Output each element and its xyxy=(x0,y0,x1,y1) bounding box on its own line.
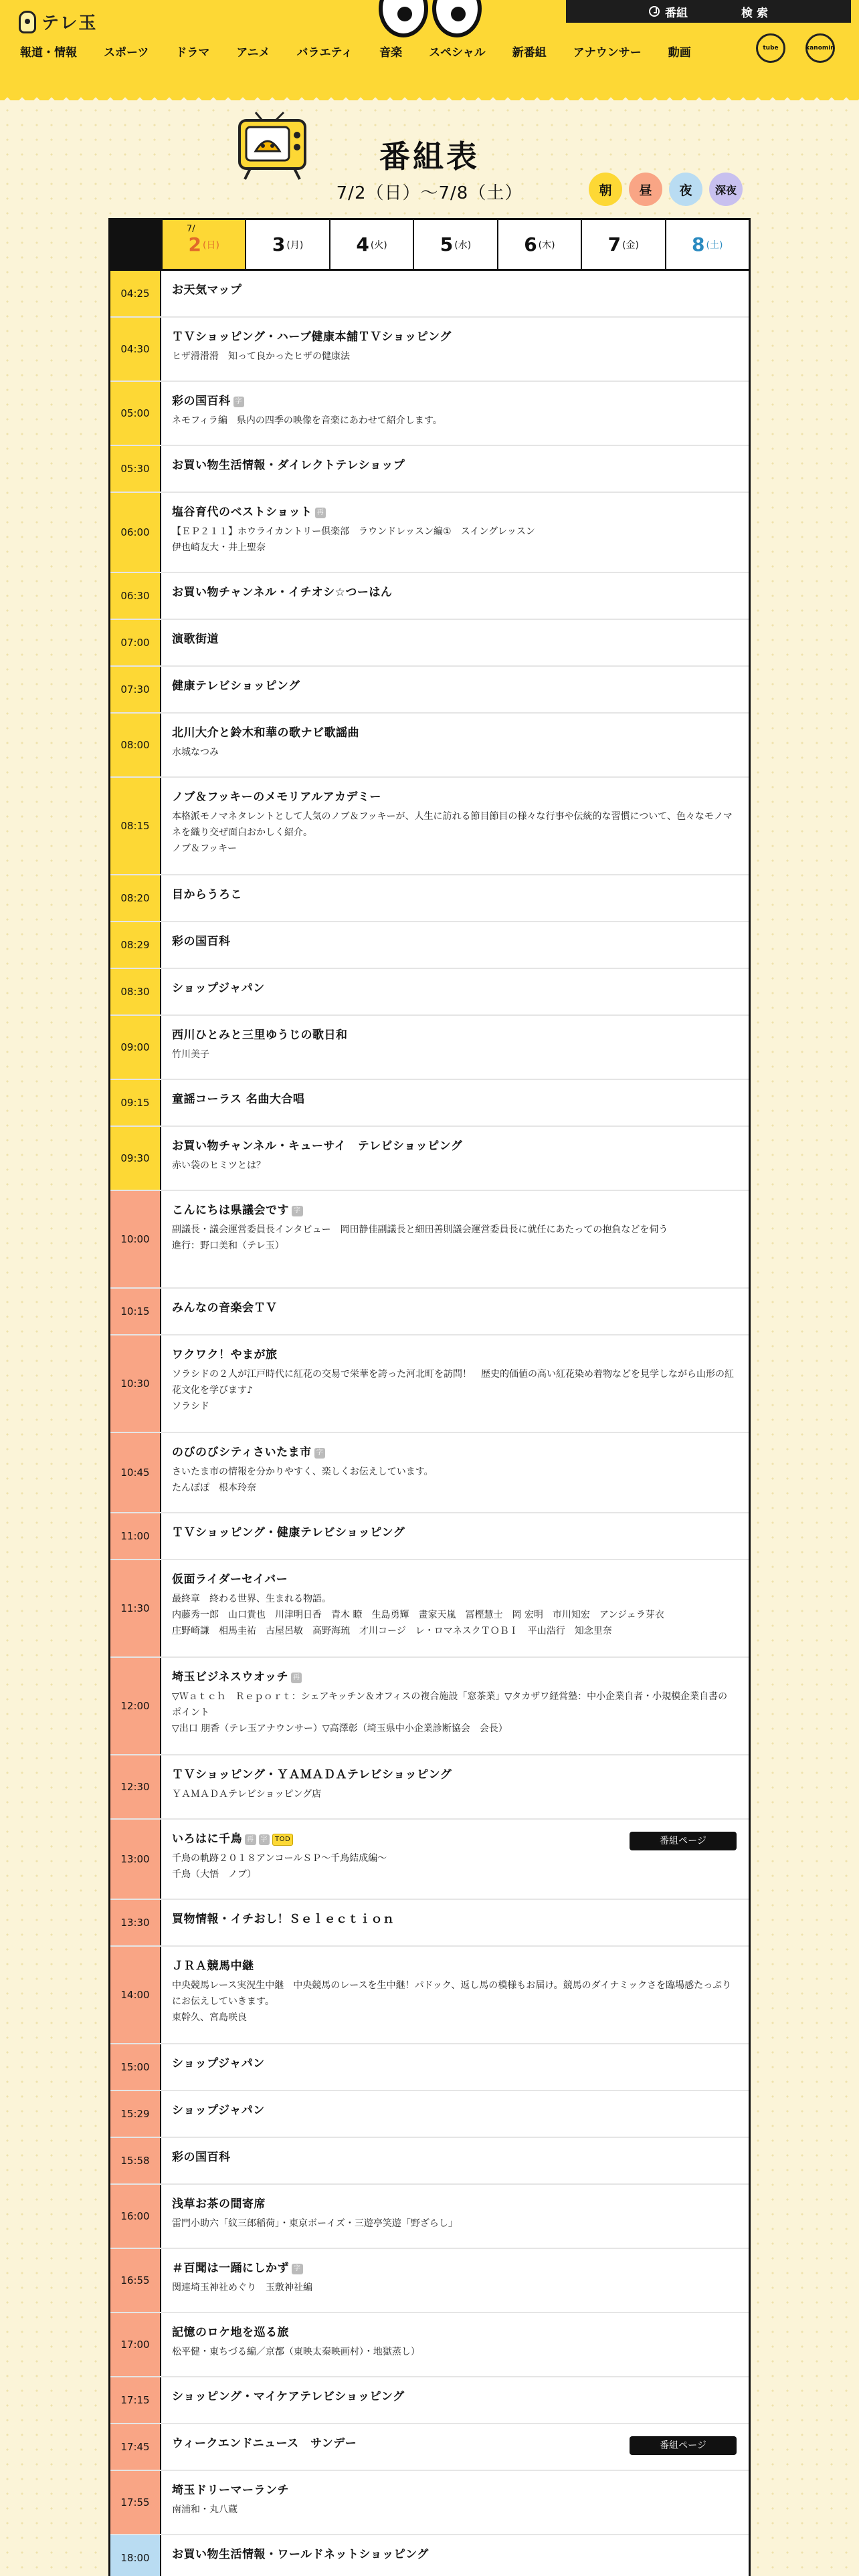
program-title[interactable] xyxy=(172,584,737,601)
program-page-button[interactable]: 番組ページ xyxy=(630,2436,737,2455)
program-row xyxy=(110,714,749,778)
tab-day: 2 xyxy=(188,233,201,255)
program-row xyxy=(110,1820,749,1900)
program-title-text: お買い物チャンネル・イチオシ☆つーはん xyxy=(172,586,393,599)
program-row xyxy=(110,1755,749,1820)
mascot-eyes-decoration xyxy=(379,0,482,37)
program-row xyxy=(110,1433,749,1513)
program-title[interactable] xyxy=(172,393,737,410)
program-cell[interactable] xyxy=(161,1433,749,1512)
program-title-text: ショップジャパン xyxy=(172,2057,265,2070)
program-row xyxy=(110,573,749,620)
program-time: 04:30 xyxy=(110,318,161,381)
program-title[interactable] xyxy=(172,1202,737,1219)
tab-weekday: (木) xyxy=(538,239,555,251)
program-title-text: 童謡コーラス 名曲大合唱 xyxy=(172,1093,305,1106)
program-row xyxy=(110,2471,749,2535)
kanomin-icon[interactable]: kanomin xyxy=(805,33,835,63)
program-description: 千鳥の軌跡２０１８アンコールＳＰ〜千鳥結成編〜 千鳥（大悟 ノブ） xyxy=(172,1853,387,1880)
program-badge: 字 xyxy=(259,1834,270,1845)
program-row xyxy=(110,2091,749,2138)
logo-mascot-icon xyxy=(19,11,36,33)
day-tab[interactable] xyxy=(497,220,581,269)
day-tabs xyxy=(110,220,749,271)
program-time: 05:00 xyxy=(110,382,161,445)
program-description: 雷門小助六「紋三郎稲荷」・東京ボーイズ・三遊亭笑遊「野ざらし」 xyxy=(172,2218,458,2229)
program-cell[interactable] xyxy=(161,318,749,381)
program-cell[interactable] xyxy=(161,2535,749,2576)
nav-item[interactable]: 新番組 xyxy=(512,46,547,60)
program-title-text: 西川ひとみと三里ゆうじの歌日和 xyxy=(172,1029,348,1042)
program-time: 08:00 xyxy=(110,714,161,776)
tab-month: 7/ xyxy=(187,224,195,234)
program-row xyxy=(110,1289,749,1335)
program-title-text: ノブ＆フッキーのメモリアルアカデミー xyxy=(172,790,381,804)
program-row xyxy=(110,446,749,493)
day-tab[interactable] xyxy=(581,220,664,269)
tab-weekday: (月) xyxy=(286,239,304,251)
tab-weekday: (火) xyxy=(370,239,387,251)
program-cell[interactable] xyxy=(161,778,749,874)
day-tab[interactable] xyxy=(245,220,328,269)
program-cell[interactable] xyxy=(161,1560,749,1656)
program-cell[interactable] xyxy=(161,620,749,665)
program-row xyxy=(110,2424,749,2471)
program-title[interactable] xyxy=(172,2260,737,2277)
program-row xyxy=(110,493,749,573)
program-page-button[interactable]: 番組ページ xyxy=(630,1832,737,1850)
program-cell[interactable] xyxy=(161,1335,749,1432)
program-time: 08:29 xyxy=(110,922,161,968)
program-time: 05:30 xyxy=(110,446,161,492)
program-title-text: 北川大介と鈴木和華の歌ナビ歌謡曲 xyxy=(172,726,359,740)
program-time: 09:30 xyxy=(110,1127,161,1190)
program-cell[interactable] xyxy=(161,922,749,968)
program-time: 10:30 xyxy=(110,1335,161,1432)
program-cell[interactable] xyxy=(161,714,749,776)
program-row xyxy=(110,2185,749,2249)
program-cell[interactable] xyxy=(161,573,749,619)
program-title-text: ＴＶショッピング・健康テレビショッピング xyxy=(172,1526,405,1539)
nav-item[interactable]: スポーツ xyxy=(104,46,149,60)
program-row xyxy=(110,382,749,446)
program-row xyxy=(110,2535,749,2576)
program-title[interactable] xyxy=(172,631,737,648)
program-title-text: みんなの音楽会ＴＶ xyxy=(172,1301,278,1315)
program-row xyxy=(110,620,749,667)
day-tab[interactable] xyxy=(665,220,749,269)
program-description: 中央競馬レース実況生中継 中央競馬のレースを生中継！パドック、返し馬の模様もお届け。競馬のダイナミックさを臨場感たっぷりにお伝えしていきます。 東幹久、宮島咲良 xyxy=(172,1980,732,2023)
site-logo[interactable] xyxy=(19,9,97,34)
program-title-text: ＴＶショッピング・ハーブ健康本舗ＴＶショッピング xyxy=(172,330,452,344)
program-time: 10:00 xyxy=(110,1191,161,1287)
program-time: 17:55 xyxy=(110,2471,161,2534)
program-badge: 再 xyxy=(245,1834,256,1845)
program-title[interactable] xyxy=(172,1911,737,1928)
program-title-text: こんにちは県議会です xyxy=(172,1204,289,1217)
program-time: 17:00 xyxy=(110,2313,161,2376)
schedule-link[interactable] xyxy=(649,3,688,20)
program-title-text: 目からうろこ xyxy=(172,888,242,901)
program-cell[interactable] xyxy=(161,1900,749,1945)
time-filter-button[interactable]: 昼 xyxy=(629,173,662,206)
tab-day: 6 xyxy=(524,233,537,255)
program-title[interactable] xyxy=(172,1027,737,1044)
program-title[interactable] xyxy=(172,933,737,950)
time-of-day-filters xyxy=(589,173,743,206)
program-badge: 字 xyxy=(292,2264,303,2274)
program-row xyxy=(110,1016,749,1080)
program-row xyxy=(110,1127,749,1191)
program-title[interactable] xyxy=(172,886,737,903)
program-title[interactable] xyxy=(172,1138,737,1155)
program-title[interactable] xyxy=(172,1669,737,1686)
program-description: さいたま市の情報を分かりやすく、楽しくお伝えしています。 たんぽぽ 根本玲奈 xyxy=(172,1467,434,1493)
program-cell[interactable] xyxy=(161,2091,749,2137)
tube-icon[interactable]: tube xyxy=(756,33,785,63)
program-time: 08:20 xyxy=(110,875,161,921)
program-time: 09:15 xyxy=(110,1080,161,1125)
program-description: ヒザ滑滑滑 知って良かったヒザの健康法 xyxy=(172,351,350,362)
program-title-text: お買い物生活情報・ダイレクトテレショップ xyxy=(172,459,405,472)
program-cell[interactable] xyxy=(161,875,749,921)
program-time: 17:45 xyxy=(110,2424,161,2470)
program-time: 15:00 xyxy=(110,2044,161,2090)
program-title-text: 彩の国百科 xyxy=(172,395,231,408)
page-title: 番組表 xyxy=(379,138,480,175)
program-time: 10:15 xyxy=(110,1289,161,1334)
program-title-text: お買い物チャンネル・キューサイ テレビショッピング xyxy=(172,1140,463,1153)
program-title[interactable] xyxy=(172,457,737,474)
program-row xyxy=(110,1335,749,1433)
program-time: 17:15 xyxy=(110,2377,161,2423)
program-row xyxy=(110,1513,749,1560)
day-tab[interactable] xyxy=(161,220,245,269)
program-cell[interactable] xyxy=(161,2249,749,2312)
program-cell[interactable] xyxy=(161,2377,749,2423)
program-time: 08:15 xyxy=(110,778,161,874)
top-utility-bar xyxy=(566,0,851,23)
tab-weekday: (金) xyxy=(622,239,640,251)
program-cell[interactable] xyxy=(161,382,749,445)
program-cell[interactable] xyxy=(161,1658,749,1754)
program-cell[interactable] xyxy=(161,1127,749,1190)
program-description: ネモフィラ編 県内の四季の映像を音楽にあわせて紹介します。 xyxy=(172,415,442,426)
program-title-text: 埼玉ドリーマーランチ xyxy=(172,2484,289,2497)
program-time: 16:55 xyxy=(110,2249,161,2312)
program-time: 12:30 xyxy=(110,1755,161,1818)
program-title[interactable] xyxy=(172,328,737,346)
program-time: 10:45 xyxy=(110,1433,161,1512)
program-description: ＹＡＭＡＤＡテレビショッピング店 xyxy=(172,1789,322,1800)
program-time: 11:30 xyxy=(110,1560,161,1656)
program-row xyxy=(110,271,749,318)
nav-item[interactable]: ドラマ xyxy=(175,46,210,60)
time-filter-button[interactable]: 深夜 xyxy=(709,173,743,206)
program-row xyxy=(110,2313,749,2377)
program-time: 15:29 xyxy=(110,2091,161,2137)
program-schedule xyxy=(108,218,751,2576)
program-description: ▽Ｗａｔｃｈ Ｒｅｐｏｒｔ：シェアキッチン＆オフィスの複合施設「窓茶業」▽タカザワ経営塾：中小企業自者・小規模企業自書のポイント ▽出口 朋香（テレ玉アナウンサー）▽高澤彰（埼玉県中小企業診断協会 会長） xyxy=(172,1691,728,1734)
main-nav xyxy=(20,43,718,60)
program-title[interactable] xyxy=(172,2195,737,2213)
program-description: ソラシドの２人が江戸時代に紅花の交易で栄華を誇った河北町を訪問！ 歴史的価値の高い紅花染め着物などを見学しながら山形の紅花文化を学びます♪ ソラシド xyxy=(172,1369,734,1412)
program-row xyxy=(110,667,749,714)
program-row xyxy=(110,969,749,1016)
program-row xyxy=(110,778,749,875)
program-title[interactable] xyxy=(172,2324,737,2341)
nav-item[interactable]: 動画 xyxy=(668,46,691,60)
program-title-text: 浅草お茶の間寄席 xyxy=(172,2197,266,2211)
program-title-text: ショッピング・マイケアテレビショッピング xyxy=(172,2390,405,2403)
program-badge: 字 xyxy=(233,397,245,407)
program-cell[interactable] xyxy=(161,1191,749,1287)
time-filter-button[interactable]: 朝 xyxy=(589,173,622,206)
program-title-text: のびのびシティさいたま市 xyxy=(172,1446,312,1459)
program-title-text: ショップジャパン xyxy=(172,2104,265,2117)
program-cell[interactable] xyxy=(161,1947,749,2043)
program-title-text: ＴＶショッピング・ＹＡＭＡＤＡテレビショッピング xyxy=(172,1768,452,1782)
program-title-text: ＪＲＡ競馬中継 xyxy=(172,1959,254,1973)
program-title[interactable] xyxy=(172,1444,737,1461)
program-title[interactable] xyxy=(172,1766,737,1784)
program-cell[interactable] xyxy=(161,271,749,316)
program-row xyxy=(110,2138,749,2185)
program-description: 副議長・議会運営委員長インタビュー 岡田静佳副議長と細田善則議会運営委員長に就任にあたっての抱負などを伺う 進行：野口美和（テレ玉） xyxy=(172,1224,668,1251)
program-time: 07:30 xyxy=(110,667,161,712)
site-header xyxy=(0,0,859,94)
tab-day: 8 xyxy=(692,233,705,255)
program-description: 【ＥＰ２１１】ホウライカントリー倶楽部 ラウンドレッスン編① スイングレッスン 伊也崎友大・井上聖奈 xyxy=(172,526,535,553)
program-title[interactable] xyxy=(172,677,737,695)
program-title[interactable] xyxy=(172,2149,737,2166)
program-description: 南浦和・丸八蔵 xyxy=(172,2504,237,2515)
program-title-text: お買い物生活情報・ワールドネットショッピング xyxy=(172,2548,429,2561)
program-badge: 再 xyxy=(291,1673,302,1683)
program-title[interactable] xyxy=(172,2482,737,2499)
program-title[interactable] xyxy=(172,2055,737,2072)
program-title[interactable] xyxy=(172,2388,737,2405)
tab-day: 5 xyxy=(440,233,454,255)
program-title-text: 彩の国百科 xyxy=(172,935,231,948)
program-description: 竹川美子 xyxy=(172,1049,209,1060)
program-badge: TOD xyxy=(272,1834,293,1846)
program-row xyxy=(110,1947,749,2044)
program-row xyxy=(110,1191,749,1289)
program-description: 水城なつみ xyxy=(172,747,219,758)
program-row xyxy=(110,922,749,969)
program-description: 関連埼玉神社めぐり 玉敷神社編 xyxy=(172,2282,312,2293)
program-row xyxy=(110,2249,749,2313)
program-title[interactable] xyxy=(172,788,737,806)
tab-day: 4 xyxy=(356,233,369,255)
tab-day: 7 xyxy=(607,233,622,255)
header-zigzag-edge xyxy=(0,86,859,100)
program-time: 07:00 xyxy=(110,620,161,665)
tab-weekday: (日) xyxy=(202,239,219,251)
program-cell[interactable] xyxy=(161,1755,749,1818)
program-title-text: ワクワク！やまが旅 xyxy=(172,1348,278,1362)
program-title-text: 埼玉ビジネスウオッチ xyxy=(172,1671,288,1684)
program-row xyxy=(110,2377,749,2424)
program-cell[interactable] xyxy=(161,2044,749,2090)
program-title[interactable] xyxy=(172,1571,737,1588)
program-title-text: ショップジャパン xyxy=(172,982,265,995)
program-title-text: ＃百聞は一踊にしかず xyxy=(172,2262,289,2275)
search-link-label: 検 索 xyxy=(741,6,768,20)
program-description: 本格派モノマネタレントとして人気のノブ＆フッキーが、人生に訪れる節目節目の様々な行事や伝統的な習慣について、色々なモノマネを織り交ぜ面白おかしく紹介。 ノブ＆フッキー xyxy=(172,811,733,854)
program-cell[interactable] xyxy=(161,446,749,492)
nav-item[interactable]: バラエティ xyxy=(296,46,353,60)
program-time: 13:30 xyxy=(110,1900,161,1945)
program-cell[interactable] xyxy=(161,1289,749,1334)
program-cell[interactable] xyxy=(161,1820,749,1899)
program-time: 15:58 xyxy=(110,2138,161,2183)
program-row xyxy=(110,2044,749,2091)
schedule-link-label: 番組 xyxy=(665,6,688,20)
program-row xyxy=(110,1900,749,1947)
program-title[interactable] xyxy=(172,2546,737,2563)
program-time: 09:00 xyxy=(110,1016,161,1079)
program-time: 13:00 xyxy=(110,1820,161,1899)
program-description: 最終章 終わる世界、生まれる物語。 内藤秀一郎 山口貴也 川津明日香 青木 瞭 生島勇輝 畫家天嵐 冨樫慧士 岡 宏明 市川知宏 アンジェラ芽衣 庄野崎謙 相馬圭祐 古屋呂敏 高野海琉 才川コージ レ・ロマネスクＴＯＢＩ 平山浩行 知念里奈 xyxy=(172,1594,664,1636)
program-cell[interactable] xyxy=(161,667,749,712)
program-title[interactable] xyxy=(172,724,737,742)
program-time: 06:30 xyxy=(110,573,161,619)
program-title[interactable] xyxy=(172,1299,737,1317)
program-time: 14:00 xyxy=(110,1947,161,2043)
program-cell[interactable] xyxy=(161,1513,749,1559)
program-row xyxy=(110,318,749,382)
program-row xyxy=(110,1658,749,1755)
nav-item[interactable]: 音楽 xyxy=(379,46,403,60)
program-time: 16:00 xyxy=(110,2185,161,2248)
program-list xyxy=(110,271,749,2576)
program-time: 12:00 xyxy=(110,1658,161,1754)
program-description: 赤い袋のヒミツとは？ xyxy=(172,1160,266,1171)
program-title-text: 健康テレビショッピング xyxy=(172,679,300,693)
program-badge: 字 xyxy=(314,1448,326,1459)
program-title-text: ウィークエンドニュース サンデー xyxy=(172,2437,357,2450)
nav-item[interactable]: アニメ xyxy=(236,46,270,60)
program-title[interactable] xyxy=(172,1346,737,1364)
program-title[interactable] xyxy=(172,1957,737,1975)
program-title[interactable] xyxy=(172,282,737,299)
program-row xyxy=(110,1080,749,1127)
program-title[interactable] xyxy=(172,1091,737,1108)
program-time: 06:00 xyxy=(110,493,161,572)
program-row xyxy=(110,875,749,922)
program-row xyxy=(110,1560,749,1658)
program-cell[interactable] xyxy=(161,2185,749,2248)
program-title[interactable] xyxy=(172,1524,737,1541)
tab-weekday: (水) xyxy=(454,239,472,251)
program-badge: 再 xyxy=(315,508,326,518)
program-cell[interactable] xyxy=(161,1080,749,1125)
logo-text: テレ玉 xyxy=(41,13,98,33)
tabs-corner xyxy=(110,220,161,269)
nav-item[interactable]: アナウンサー xyxy=(573,46,642,60)
program-time: 08:30 xyxy=(110,969,161,1014)
program-title-text: 彩の国百科 xyxy=(172,2151,231,2164)
search-link[interactable] xyxy=(741,3,768,20)
program-cell[interactable] xyxy=(161,2313,749,2376)
program-title-text: 仮面ライダーセイバー xyxy=(172,1573,288,1586)
tab-day: 3 xyxy=(272,233,286,255)
program-description: 松平健・東ちづる編／京都（東映太秦映画村）・地獄蒸し） xyxy=(172,2347,420,2357)
clock-icon xyxy=(649,6,660,17)
program-cell[interactable] xyxy=(161,1016,749,1079)
program-title-text: お天気マップ xyxy=(172,284,242,297)
program-time: 18:00 xyxy=(110,2535,161,2576)
program-time: 04:25 xyxy=(110,271,161,316)
program-cell[interactable] xyxy=(161,969,749,1014)
program-title[interactable] xyxy=(172,504,737,521)
tab-weekday: (土) xyxy=(706,239,723,251)
day-tab[interactable] xyxy=(329,220,413,269)
program-cell[interactable] xyxy=(161,2138,749,2183)
program-title[interactable] xyxy=(172,980,737,997)
nav-item[interactable]: スペシャル xyxy=(429,46,486,60)
program-time: 11:00 xyxy=(110,1513,161,1559)
date-range: 7/2（日）〜7/8（土） xyxy=(336,183,523,203)
day-tab[interactable] xyxy=(413,220,496,269)
program-cell[interactable] xyxy=(161,493,749,572)
program-badge: 字 xyxy=(292,1206,303,1216)
program-cell[interactable] xyxy=(161,2424,749,2470)
program-title[interactable] xyxy=(172,2102,737,2119)
program-title-text: いろはに千鳥 xyxy=(172,1832,242,1846)
time-filter-button[interactable]: 夜 xyxy=(669,173,702,206)
program-title-text: 演歌街道 xyxy=(172,633,219,646)
program-title-text: 買物情報・イチおし！Ｓｅｌｅｃｔｉｏｎ xyxy=(172,1913,395,1926)
nav-item[interactable]: 報道・情報 xyxy=(20,46,77,60)
program-title-text: 記憶のロケ地を巡る旅 xyxy=(172,2326,289,2339)
program-title-text: 塩谷育代のベストショット xyxy=(172,506,312,519)
program-cell[interactable] xyxy=(161,2471,749,2534)
